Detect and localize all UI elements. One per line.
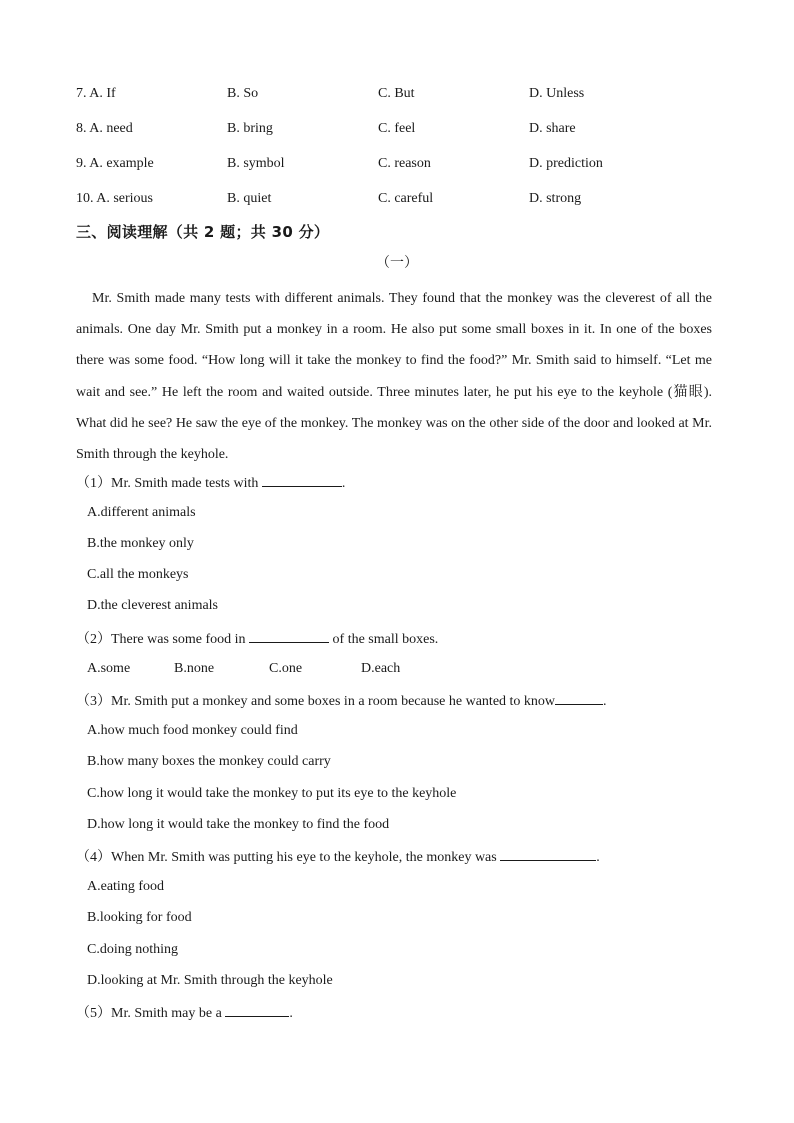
question-4 (76, 846, 600, 868)
question-2-option-a: A.some (87, 661, 131, 676)
answer-blank (262, 472, 342, 487)
option-10-a: 10. A. serious (76, 191, 153, 206)
option-8-b: B. bring (227, 121, 273, 136)
question-2-end: of the small boxes. (329, 632, 439, 647)
question-5 (76, 1002, 293, 1024)
question-2-option-c: C.one (269, 661, 303, 676)
question-1-option-a: A.different animals (87, 505, 196, 520)
question-2-option-d: D.each (361, 661, 401, 676)
question-1-stem: （1）Mr. Smith made tests with (76, 476, 262, 491)
answer-blank (249, 628, 329, 643)
question-3-stem: （3）Mr. Smith put a monkey and some boxes in a room because he wanted to know (76, 694, 556, 709)
option-10-d: D. strong (529, 191, 582, 206)
option-9-b: B. symbol (227, 156, 285, 171)
question-4-option-d: D.looking at Mr. Smith through the keyhole (87, 973, 333, 988)
answer-blank (555, 690, 603, 705)
option-9-a: 9. A. example (76, 156, 154, 171)
answer-blank (500, 846, 596, 861)
question-3-option-c: C.how long it would take the monkey to put its eye to the keyhole (87, 786, 457, 801)
question-4-stem: （4）When Mr. Smith was putting his eye to the keyhole, the monkey was (76, 850, 501, 865)
option-9-d: D. prediction (529, 156, 603, 171)
reading-passage: Mr. Smith made many tests with different animals. They found that the monkey was the cleverest of all the animals. One day Mr. Smith put a monkey in a room. He also put some small boxes in it. In one of the boxes there was some food. “How long will it take the monkey to find the food?” Mr. Smith said to himself. “Let me wait and see.” He left the room and waited outside. Three minutes later, he put his eye to the keyhole (猫眼). What did he see? He saw the eye of the monkey. The monkey was on the other side of the door and looked at Mr. Smith through the keyhole. (76, 291, 712, 463)
question-4-option-a: A.eating food (87, 879, 164, 894)
question-5-stem: （5）Mr. Smith may be a (76, 1006, 226, 1021)
question-4-option-b: B.looking for food (87, 910, 192, 925)
option-7-c: C. But (378, 86, 415, 101)
question-2 (76, 628, 438, 650)
question-4-option-c: C.doing nothing (87, 942, 179, 957)
option-8-d: D. share (529, 121, 576, 136)
option-10-c: C. careful (378, 191, 434, 206)
option-9-c: C. reason (378, 156, 431, 171)
question-3-option-a: A.how much food monkey could find (87, 723, 298, 738)
option-8-c: C. feel (378, 121, 416, 136)
question-1 (76, 472, 345, 494)
section-heading: 三、阅读理解（共 2 题；共 30 分） (76, 223, 330, 241)
question-4-end: . (596, 850, 600, 865)
question-3-option-b: B.how many boxes the monkey could carry (87, 754, 331, 769)
option-7-d: D. Unless (529, 86, 585, 101)
question-1-option-d: D.the cleverest animals (87, 598, 219, 613)
question-1-option-b: B.the monkey only (87, 536, 194, 551)
question-2-stem: （2）There was some food in (76, 632, 250, 647)
option-7-b: B. So (227, 86, 259, 101)
question-3-option-d: D.how long it would take the monkey to find the food (87, 817, 390, 832)
answer-blank (225, 1002, 289, 1017)
passage-part-label: （一） (376, 255, 418, 271)
option-8-a: 8. A. need (76, 121, 133, 136)
question-1-end: . (341, 476, 346, 491)
option-10-b: B. quiet (227, 191, 272, 206)
option-7-a: 7. A. If (76, 86, 116, 101)
question-1-option-c: C.all the monkeys (87, 567, 189, 582)
question-3 (76, 690, 607, 712)
question-3-end: . (603, 694, 607, 709)
question-5-end: . (289, 1006, 293, 1021)
question-2-option-b: B.none (174, 661, 215, 676)
